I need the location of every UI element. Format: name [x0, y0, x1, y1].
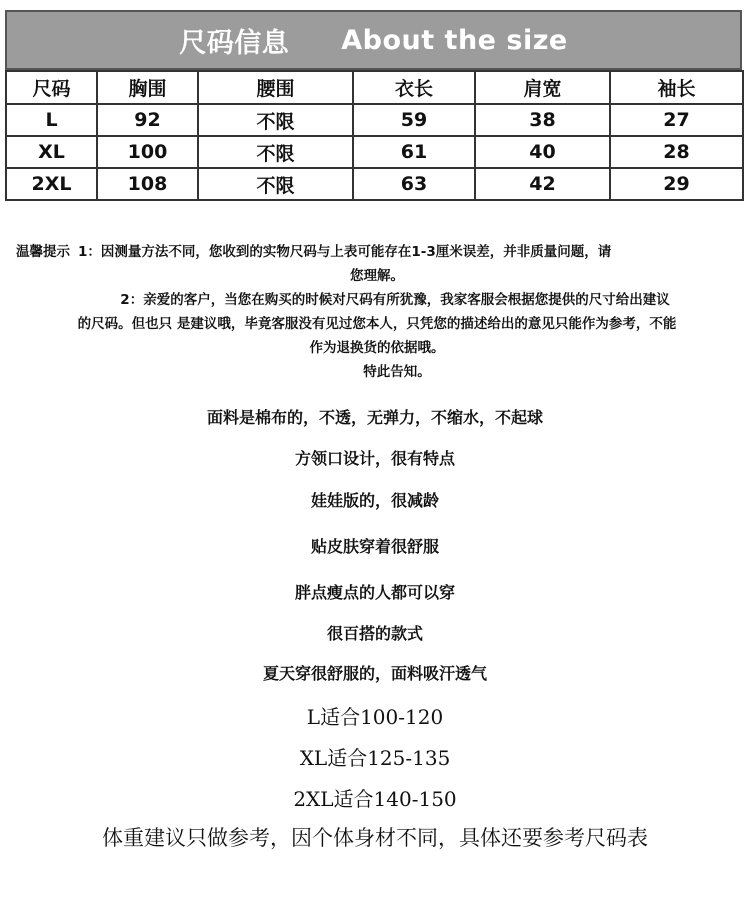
- table-cell: 108: [97, 168, 198, 200]
- table-row: [6, 168, 743, 200]
- table-cell: 63: [353, 168, 475, 200]
- notice-closing: 特此告知。: [363, 364, 431, 380]
- table-cell: 40: [475, 136, 610, 168]
- table-cell: 38: [475, 104, 610, 136]
- column-header: 肩宽: [475, 71, 610, 104]
- table-cell: L: [6, 104, 97, 136]
- header-title-cn: 尺码信息: [179, 27, 290, 59]
- header-title-en: About the size: [341, 24, 568, 56]
- column-header: 衣长: [353, 71, 475, 104]
- feature-line: 胖点瘦点的人都可以穿: [294, 583, 455, 602]
- size-table: [5, 70, 744, 201]
- table-cell: 100: [97, 136, 198, 168]
- table-cell: 不限: [198, 136, 353, 168]
- table-cell: 59: [353, 104, 475, 136]
- weight-guide-line: L适合100-120: [306, 705, 444, 729]
- feature-line: 很百搭的款式: [326, 624, 423, 643]
- weight-guide-line: 2XL适合140-150: [293, 787, 457, 811]
- feature-line: 娃娃版的，很减龄: [310, 491, 439, 510]
- feature-line: 面料是棉布的，不透，无弹力，不缩水，不起球: [206, 408, 543, 427]
- size-notice: [16, 240, 738, 384]
- table-header-row: [6, 71, 743, 104]
- table-row: [6, 104, 743, 136]
- table-cell: 42: [475, 168, 610, 200]
- table-row: [6, 136, 743, 168]
- table-cell: 不限: [198, 104, 353, 136]
- column-header: 袖长: [610, 71, 743, 104]
- table-cell: 不限: [198, 168, 353, 200]
- notice-item-2-end: 作为退换货的依据哦。: [309, 340, 445, 356]
- column-header: 腰围: [198, 71, 353, 104]
- notice-label: 温馨提示: [16, 244, 70, 260]
- notice-item-2: 2：亲爱的客户，当您在购买的时候对尺码有所犹豫，我家客服会根据您提供的尺寸给出建议: [120, 292, 670, 308]
- column-header: 胸围: [97, 71, 198, 104]
- notice-item-2-cont: 的尺码。但也只 是建议哦，毕竟客服没有见过您本人，只凭您的描述给出的意见只能作为参考，不能: [77, 316, 677, 332]
- table-cell: 2XL: [6, 168, 97, 200]
- table-cell: 61: [353, 136, 475, 168]
- feature-line: 夏天穿很舒服的，面料吸汗透气: [262, 664, 487, 683]
- table-cell: 28: [610, 136, 743, 168]
- weight-guide-line: XL适合125-135: [299, 746, 451, 770]
- notice-item-1-cont: 您理解。: [350, 268, 404, 284]
- size-info-header: [5, 10, 742, 70]
- feature-line: 贴皮肤穿着很舒服: [310, 537, 439, 556]
- table-cell: 29: [610, 168, 743, 200]
- table-cell: 27: [610, 104, 743, 136]
- table-cell: XL: [6, 136, 97, 168]
- notice-item-1-text: 1：因测量方法不同，您收到的实物尺码与上表可能存在1-3厘米误差，并非质量问题，请: [78, 244, 612, 260]
- notice-item-1: [16, 240, 738, 264]
- feature-line: 方领口设计，很有特点: [294, 449, 455, 468]
- footer-note: 体重建议只做参考，因个体身材不同，具体还要参考尺码表: [102, 826, 648, 850]
- column-header: 尺码: [6, 71, 97, 104]
- table-cell: 92: [97, 104, 198, 136]
